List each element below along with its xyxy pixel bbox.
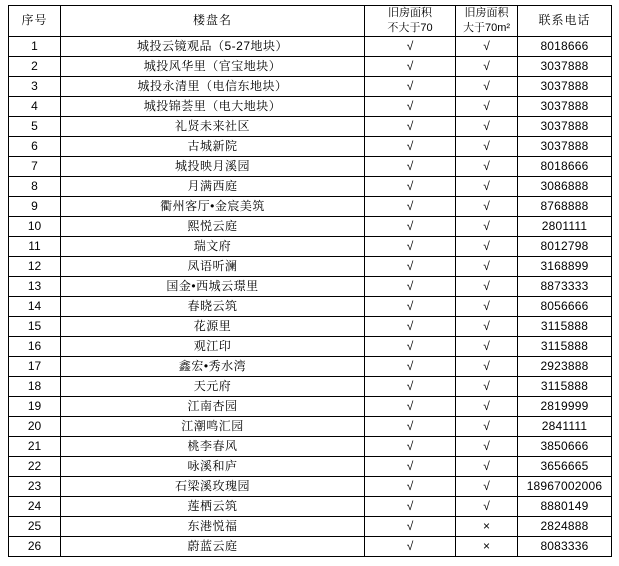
contact-phone: 8083336 <box>518 536 612 556</box>
area-over-70-mark: √ <box>456 356 518 376</box>
table-row <box>9 56 612 76</box>
area-not-over-70-mark: √ <box>365 196 456 216</box>
area-over-70-mark: √ <box>456 396 518 416</box>
area-over-70-mark: √ <box>456 416 518 436</box>
project-name: 石梁溪玫瑰园 <box>61 476 365 496</box>
area-over-70-mark: √ <box>456 156 518 176</box>
contact-phone: 3037888 <box>518 76 612 96</box>
row-index: 16 <box>9 336 61 356</box>
contact-phone: 3168899 <box>518 256 612 276</box>
area-not-over-70-mark: √ <box>365 376 456 396</box>
contact-phone: 2841111 <box>518 416 612 436</box>
area-not-over-70-mark: √ <box>365 456 456 476</box>
area-not-over-70-mark: √ <box>365 296 456 316</box>
area-not-over-70-mark: √ <box>365 356 456 376</box>
contact-phone: 3037888 <box>518 116 612 136</box>
project-name: 凤语听澜 <box>61 256 365 276</box>
row-index: 22 <box>9 456 61 476</box>
project-name: 莲栖云筑 <box>61 496 365 516</box>
area-not-over-70-mark: √ <box>365 336 456 356</box>
project-name: 天元府 <box>61 376 365 396</box>
contact-phone: 8056666 <box>518 296 612 316</box>
column-header-area-not-over-70 <box>365 6 456 37</box>
area-not-over-70-mark: √ <box>365 156 456 176</box>
project-name: 城投风华里（官宝地块） <box>61 56 365 76</box>
row-index: 8 <box>9 176 61 196</box>
row-index: 3 <box>9 76 61 96</box>
table-row <box>9 196 612 216</box>
table-row <box>9 296 612 316</box>
project-name: 熙悦云庭 <box>61 216 365 236</box>
table-row <box>9 36 612 56</box>
contact-phone: 2801111 <box>518 216 612 236</box>
area-over-70-mark: √ <box>456 476 518 496</box>
area-over-70-mark: √ <box>456 316 518 336</box>
area-not-over-70-mark: √ <box>365 536 456 556</box>
contact-phone: 8768888 <box>518 196 612 216</box>
area-over-70-mark: √ <box>456 376 518 396</box>
area-not-over-70-mark: √ <box>365 36 456 56</box>
table-row <box>9 396 612 416</box>
project-name: 国金•西城云璟里 <box>61 276 365 296</box>
area-not-over-70-mark: √ <box>365 476 456 496</box>
area-not-over-70-mark: √ <box>365 56 456 76</box>
table-row <box>9 476 612 496</box>
row-index: 1 <box>9 36 61 56</box>
project-name: 衢州客厅•金宸美筑 <box>61 196 365 216</box>
table-row <box>9 236 612 256</box>
project-name: 瑞文府 <box>61 236 365 256</box>
area-over-70-mark: √ <box>456 56 518 76</box>
row-index: 23 <box>9 476 61 496</box>
project-name: 东港悦福 <box>61 516 365 536</box>
area-not-over-70-mark: √ <box>365 216 456 236</box>
table-row <box>9 536 612 556</box>
housing-listing-table <box>8 5 612 557</box>
project-name: 咏溪和庐 <box>61 456 365 476</box>
contact-phone: 3037888 <box>518 96 612 116</box>
row-index: 24 <box>9 496 61 516</box>
contact-phone: 8880149 <box>518 496 612 516</box>
area-not-over-70-mark: √ <box>365 96 456 116</box>
row-index: 11 <box>9 236 61 256</box>
row-index: 19 <box>9 396 61 416</box>
project-name: 月满西庭 <box>61 176 365 196</box>
row-index: 14 <box>9 296 61 316</box>
area-over-70-mark: √ <box>456 456 518 476</box>
table-row <box>9 276 612 296</box>
column-header-area-not-over-70-line1: 旧房面积 <box>388 7 432 19</box>
area-not-over-70-mark: √ <box>365 496 456 516</box>
table-row <box>9 376 612 396</box>
contact-phone: 3086888 <box>518 176 612 196</box>
area-over-70-mark: √ <box>456 336 518 356</box>
table-row <box>9 496 612 516</box>
area-not-over-70-mark: √ <box>365 176 456 196</box>
row-index: 2 <box>9 56 61 76</box>
row-index: 21 <box>9 436 61 456</box>
contact-phone: 3850666 <box>518 436 612 456</box>
project-name: 鑫宏•秀水湾 <box>61 356 365 376</box>
row-index: 25 <box>9 516 61 536</box>
contact-phone: 2819999 <box>518 396 612 416</box>
project-name: 桃李春风 <box>61 436 365 456</box>
column-header-phone: 联系电话 <box>518 6 612 37</box>
project-name: 城投映月溪园 <box>61 156 365 176</box>
area-over-70-mark: √ <box>456 96 518 116</box>
contact-phone: 8018666 <box>518 156 612 176</box>
area-over-70-mark: √ <box>456 176 518 196</box>
area-not-over-70-mark: √ <box>365 416 456 436</box>
table-row <box>9 516 612 536</box>
project-name: 城投永清里（电信东地块） <box>61 76 365 96</box>
contact-phone: 8012798 <box>518 236 612 256</box>
project-name: 古城新院 <box>61 136 365 156</box>
contact-phone: 8018666 <box>518 36 612 56</box>
table-row <box>9 176 612 196</box>
row-index: 4 <box>9 96 61 116</box>
column-header-area-over-70-line2: 大于70m² <box>462 21 511 34</box>
row-index: 7 <box>9 156 61 176</box>
area-over-70-mark: √ <box>456 436 518 456</box>
area-not-over-70-mark: √ <box>365 236 456 256</box>
row-index: 17 <box>9 356 61 376</box>
contact-phone: 2923888 <box>518 356 612 376</box>
table-row <box>9 336 612 356</box>
project-name: 观江印 <box>61 336 365 356</box>
area-over-70-mark: × <box>456 536 518 556</box>
area-not-over-70-mark: √ <box>365 516 456 536</box>
area-over-70-mark: √ <box>456 116 518 136</box>
column-header-area-not-over-70-line2: 不大于70 <box>387 21 433 34</box>
contact-phone: 3115888 <box>518 336 612 356</box>
table-row <box>9 156 612 176</box>
project-name: 江南杏园 <box>61 396 365 416</box>
table-row <box>9 356 612 376</box>
table-row <box>9 96 612 116</box>
contact-phone: 3115888 <box>518 376 612 396</box>
contact-phone: 3037888 <box>518 136 612 156</box>
table-row <box>9 136 612 156</box>
area-over-70-mark: × <box>456 516 518 536</box>
table-row <box>9 316 612 336</box>
project-name: 花源里 <box>61 316 365 336</box>
area-not-over-70-mark: √ <box>365 256 456 276</box>
area-not-over-70-mark: √ <box>365 316 456 336</box>
project-name: 江潮鸣汇园 <box>61 416 365 436</box>
area-not-over-70-mark: √ <box>365 276 456 296</box>
area-over-70-mark: √ <box>456 236 518 256</box>
row-index: 15 <box>9 316 61 336</box>
contact-phone: 3037888 <box>518 56 612 76</box>
contact-phone: 8873333 <box>518 276 612 296</box>
table-row <box>9 116 612 136</box>
document-page <box>0 5 619 566</box>
area-over-70-mark: √ <box>456 276 518 296</box>
table-row <box>9 216 612 236</box>
area-over-70-mark: √ <box>456 36 518 56</box>
table-header <box>9 6 612 37</box>
area-over-70-mark: √ <box>456 216 518 236</box>
area-not-over-70-mark: √ <box>365 436 456 456</box>
area-over-70-mark: √ <box>456 196 518 216</box>
column-header-area-over-70-line1: 旧房面积 <box>464 7 509 19</box>
project-name: 城投云镜观品（5-27地块） <box>61 36 365 56</box>
table-row <box>9 256 612 276</box>
project-name: 蔚蓝云庭 <box>61 536 365 556</box>
table-row <box>9 436 612 456</box>
contact-phone: 2824888 <box>518 516 612 536</box>
contact-phone: 3656665 <box>518 456 612 476</box>
table-header-row <box>9 6 612 37</box>
area-not-over-70-mark: √ <box>365 76 456 96</box>
area-not-over-70-mark: √ <box>365 136 456 156</box>
row-index: 12 <box>9 256 61 276</box>
column-header-project-name: 楼盘名 <box>61 6 365 37</box>
row-index: 10 <box>9 216 61 236</box>
row-index: 6 <box>9 136 61 156</box>
row-index: 26 <box>9 536 61 556</box>
table-row <box>9 416 612 436</box>
table-body <box>9 36 612 556</box>
row-index: 18 <box>9 376 61 396</box>
project-name: 城投锦荟里（电大地块） <box>61 96 365 116</box>
contact-phone: 3115888 <box>518 316 612 336</box>
project-name: 礼贤未来社区 <box>61 116 365 136</box>
column-header-area-over-70 <box>456 6 518 37</box>
area-not-over-70-mark: √ <box>365 116 456 136</box>
row-index: 20 <box>9 416 61 436</box>
project-name: 春晓云筑 <box>61 296 365 316</box>
row-index: 9 <box>9 196 61 216</box>
row-index: 5 <box>9 116 61 136</box>
column-header-index: 序号 <box>9 6 61 37</box>
table-row <box>9 456 612 476</box>
area-over-70-mark: √ <box>456 496 518 516</box>
area-over-70-mark: √ <box>456 296 518 316</box>
area-over-70-mark: √ <box>456 76 518 96</box>
contact-phone: 18967002006 <box>518 476 612 496</box>
row-index: 13 <box>9 276 61 296</box>
area-not-over-70-mark: √ <box>365 396 456 416</box>
area-over-70-mark: √ <box>456 136 518 156</box>
area-over-70-mark: √ <box>456 256 518 276</box>
table-row <box>9 76 612 96</box>
